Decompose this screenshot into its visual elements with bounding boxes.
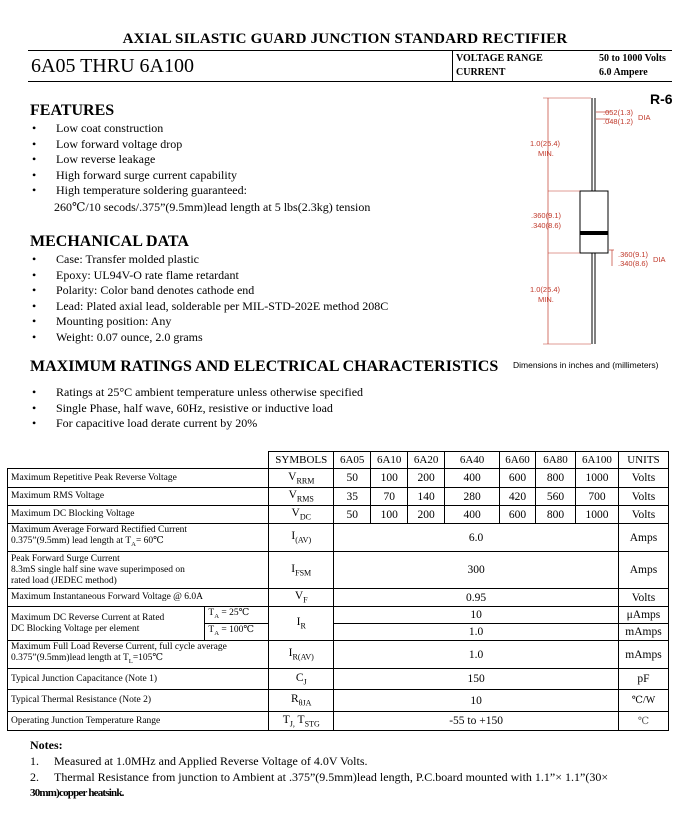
part-header: 6A05: [334, 452, 371, 469]
list-item: • Low reverse leakage: [30, 152, 247, 168]
list-item: • Weight: 0.07 ounce, 2.0 grams: [30, 330, 388, 346]
list-item: • Low forward voltage drop: [30, 137, 247, 153]
value-cell: 140: [408, 488, 445, 506]
value-cell: 50: [334, 469, 371, 488]
list-item: • Polarity: Color band denotes cathode end: [30, 283, 388, 299]
value-cell: 200: [408, 506, 445, 524]
param-symbol: $I_{(AV)}$: [269, 524, 334, 552]
unit-cell: pF: [618, 669, 668, 690]
condition-cell: $T_A$ = 100℃: [205, 624, 269, 641]
spec-summary-box: [452, 51, 672, 81]
note-text: Thermal Resistance from junction to Ambient at .375”(9.5mm)lead length, P.C.board mounted with 1.1”× 1.1”(30×: [54, 770, 609, 784]
list-item: • Low coat construction: [30, 121, 247, 137]
param-symbol: $R_{\theta JA}$: [269, 690, 334, 712]
param-symbol: $V_{RRM}$: [269, 469, 334, 488]
dia-label: DIA: [638, 113, 651, 122]
list-item: • Lead: Plated axial lead, solderable per MIL-STD-202E method 208C: [30, 299, 388, 315]
unit-cell: Volts: [618, 469, 668, 488]
value-cell: 200: [408, 469, 445, 488]
param-desc: Typical Junction Capacitance (Note 1): [8, 669, 269, 690]
bottom-lead-length: 1.0(25.4): [530, 285, 561, 294]
voltage-range-value: 50 to 1000 Volts: [599, 53, 666, 64]
table-row: [8, 552, 669, 589]
bottom-lead-min: MIN.: [538, 295, 554, 304]
table-row: [8, 524, 669, 552]
units-header: UNITS: [618, 452, 668, 469]
list-item: • High temperature soldering guaranteed:: [30, 183, 247, 199]
note-item: [30, 769, 608, 785]
note-tail: 30mm)copper heatsink.: [30, 787, 124, 799]
note-number: 2.: [30, 770, 39, 784]
table-row: [8, 589, 669, 607]
param-desc: Typical Thermal Resistance (Note 2): [8, 690, 269, 712]
value-cell: 10: [334, 690, 619, 712]
value-cell: 600: [500, 469, 536, 488]
list-item: • Ratings at 25°C ambient temperature unless otherwise specified: [30, 385, 363, 401]
note-number: 1.: [30, 754, 39, 768]
package-outline-diagram: [510, 86, 680, 371]
value-cell: 700: [575, 488, 618, 506]
value-cell: 100: [371, 506, 408, 524]
unit-cell: mAmps: [618, 624, 668, 641]
table-header-row: [8, 452, 669, 469]
param-desc: Maximum Average Forward Rectified Current 0.375”(9.5mm) lead length at $T_A=$ 60℃: [8, 524, 269, 552]
unit-cell: ℃/W: [618, 690, 668, 712]
symbols-header: SYMBOLS: [269, 452, 334, 469]
value-cell: 420: [500, 488, 536, 506]
param-symbol: $I_R$: [269, 607, 334, 641]
part-header: 6A10: [371, 452, 408, 469]
value-cell: 1.0: [334, 641, 619, 669]
list-item: • For capacitive load derate current by 20%: [30, 416, 363, 432]
unit-cell: Volts: [618, 488, 668, 506]
unit-cell: Amps: [618, 552, 668, 589]
value-cell: 800: [536, 506, 576, 524]
body-dia-label: DIA: [653, 255, 666, 264]
value-cell: 1000: [575, 469, 618, 488]
value-cell: 10: [334, 607, 619, 624]
value-cell: 280: [445, 488, 500, 506]
part-header: 6A100: [575, 452, 618, 469]
mechanical-title: MECHANICAL DATA: [30, 233, 189, 250]
part-header: 6A60: [500, 452, 536, 469]
ratings-title: MAXIMUM RATINGS AND ELECTRICAL CHARACTERISTICS: [30, 358, 499, 375]
value-cell: 100: [371, 469, 408, 488]
value-cell: 400: [445, 469, 500, 488]
list-item: • High forward surge current capability: [30, 168, 247, 184]
lead-dia-bottom: .048(1.2): [603, 117, 634, 126]
value-cell: 70: [371, 488, 408, 506]
value-cell: 400: [445, 506, 500, 524]
param-desc: Maximum Full Load Reverse Current, full cycle average 0.375”(9.5mm)lead length at $T_L=105℃$: [8, 641, 269, 669]
part-range: 6A05 THRU 6A100: [31, 55, 194, 77]
table-row: [8, 690, 669, 712]
list-item: • Epoxy: UL94V-O rate flame retardant: [30, 268, 388, 284]
list-item: • Case: Transfer molded plastic: [30, 252, 388, 268]
value-cell: 600: [500, 506, 536, 524]
document-title: AXIAL SILASTIC GUARD JUNCTION STANDARD RECTIFIER: [122, 31, 568, 47]
unit-cell: μAmps: [618, 607, 668, 624]
value-cell: 560: [536, 488, 576, 506]
diode-body: [580, 191, 608, 253]
param-desc: Maximum Instantaneous Forward Voltage @ 6.0A: [8, 589, 269, 607]
current-value: 6.0 Ampere: [599, 67, 648, 78]
param-symbol: $I_{FSM}$: [269, 552, 334, 589]
notes-title: Notes:: [30, 738, 63, 752]
value-cell: 150: [334, 669, 619, 690]
param-desc: Maximum Repetitive Peak Reverse Voltage: [8, 469, 269, 488]
body-dia-top: .360(9.1): [618, 250, 649, 259]
unit-cell: Volts: [618, 589, 668, 607]
value-cell: 1000: [575, 506, 618, 524]
part-header: 6A20: [408, 452, 445, 469]
body-dia-bottom: .340(8.6): [618, 259, 649, 268]
condition-cell: $T_A$ = 25℃: [205, 607, 269, 624]
lead-dia-top: .052(1.3): [603, 108, 634, 117]
param-desc: Maximum DC Blocking Voltage: [8, 506, 269, 524]
features-list: [30, 121, 247, 199]
table-row: [8, 506, 669, 524]
ratings-table: [7, 451, 669, 731]
value-cell: 6.0: [334, 524, 619, 552]
mechanical-list: [30, 252, 388, 345]
package-label: R-6: [650, 91, 673, 107]
unit-cell: Amps: [618, 524, 668, 552]
body-length-bottom: .340(8.6): [531, 221, 562, 230]
features-continuation: 260℃/10 secods/.375”(9.5mm)lead length at 5 lbs(2.3kg) tension: [54, 200, 371, 214]
table-row: [8, 669, 669, 690]
table-row: [8, 607, 669, 624]
value-cell: 1.0: [334, 624, 619, 641]
body-length-top: .360(9.1): [531, 211, 562, 220]
value-cell: 300: [334, 552, 619, 589]
value-cell: 0.95: [334, 589, 619, 607]
value-cell: 800: [536, 469, 576, 488]
value-cell: -55 to +150: [334, 712, 619, 731]
param-desc: Maximum RMS Voltage: [8, 488, 269, 506]
param-desc: Maximum DC Reverse Current at Rated DC Blocking Voltage per element: [8, 607, 205, 641]
param-symbol: $T_{J,}$ $T_{STG}$: [269, 712, 334, 731]
table-row: [8, 469, 669, 488]
list-item: • Mounting position: Any: [30, 314, 388, 330]
table-row: [8, 488, 669, 506]
diagram-caption: Dimensions in inches and (millimeters): [513, 360, 659, 370]
param-symbol: $V_{RMS}$: [269, 488, 334, 506]
list-item: • Single Phase, half wave, 60Hz, resistive or inductive load: [30, 401, 363, 417]
unit-cell: Volts: [618, 506, 668, 524]
value-cell: 50: [334, 506, 371, 524]
note-text: Measured at 1.0MHz and Applied Reverse Voltage of 4.0V Volts.: [54, 754, 368, 768]
param-symbol: $V_{DC}$: [269, 506, 334, 524]
value-cell: 35: [334, 488, 371, 506]
param-desc: Peak Forward Surge Current 8.3mS single half sine wave superimposed on rated load (JEDEC method): [8, 552, 269, 589]
features-title: FEATURES: [30, 102, 115, 119]
blank-cell: [8, 452, 269, 469]
header-bottom-rule: [28, 81, 672, 82]
table-row: [8, 641, 669, 669]
part-header: 6A40: [445, 452, 500, 469]
notes-section: [30, 738, 608, 801]
part-header: 6A80: [536, 452, 576, 469]
note-item: [30, 753, 608, 769]
table-row: [8, 712, 669, 731]
unit-cell: ℃: [618, 712, 668, 731]
param-desc: Operating Junction Temperature Range: [8, 712, 269, 731]
top-lead-length: 1.0(25.4): [530, 139, 561, 148]
voltage-range-label: VOLTAGE RANGE: [456, 53, 543, 64]
unit-cell: mAmps: [618, 641, 668, 669]
param-symbol: $V_F$: [269, 589, 334, 607]
ratings-list: [30, 385, 363, 432]
cathode-band: [580, 231, 608, 235]
param-symbol: $I_{R(AV)}$: [269, 641, 334, 669]
top-lead-min: MIN.: [538, 149, 554, 158]
current-label: CURRENT: [456, 67, 506, 78]
param-symbol: $C_J$: [269, 669, 334, 690]
